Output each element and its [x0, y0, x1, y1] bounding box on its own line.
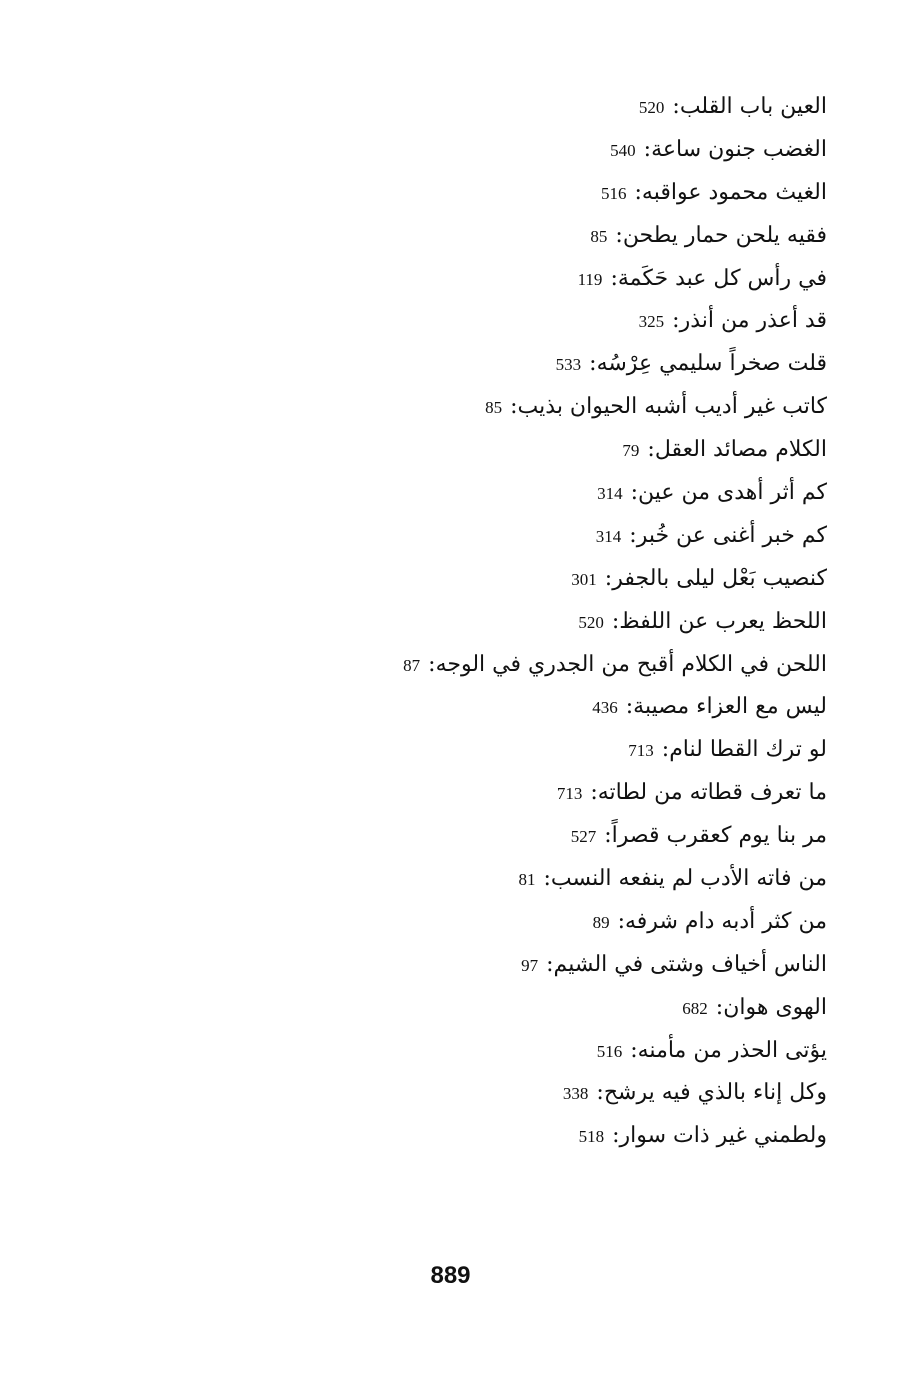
index-entry	[307, 772, 827, 815]
index-entry	[307, 644, 827, 687]
entry-text: من كثر أدبه دام شرفه	[625, 908, 827, 934]
index-entry	[307, 429, 827, 472]
entry-separator: :	[661, 737, 670, 763]
index-entry	[307, 558, 827, 601]
entry-page-number: 325	[638, 312, 665, 332]
entry-text: لو ترك القطا لنام	[669, 737, 827, 763]
entry-text: الكلام مصائد العقل	[654, 437, 827, 463]
entry-page-number: 119	[577, 269, 603, 289]
entry-text: ولطمني غير ذات سوار	[619, 1123, 827, 1149]
entry-page-number: 527	[570, 827, 597, 847]
entry-text: الغيث محمود عواقبه	[641, 179, 827, 205]
entry-page-number: 516	[601, 183, 627, 203]
index-entry	[307, 815, 827, 858]
entry-separator: :	[546, 951, 554, 977]
index-entry	[307, 472, 827, 515]
index-entry	[307, 258, 827, 301]
index-entry	[307, 601, 827, 644]
index-entry	[307, 944, 827, 987]
entry-page-number: 338	[562, 1084, 589, 1104]
entry-separator: :	[604, 565, 613, 591]
entry-text: اللحن في الكلام أقبح من الجدري في الوجه	[435, 651, 827, 677]
entry-page-number: 713	[556, 784, 583, 804]
entry-text: وكل إناء بالذي فيه يرشح	[603, 1080, 827, 1106]
entry-separator: :	[672, 94, 680, 119]
index-entry	[307, 172, 827, 215]
entry-page-number: 540	[610, 140, 636, 160]
index-entry	[307, 86, 827, 129]
entry-separator: :	[625, 694, 634, 720]
entry-separator: :	[715, 994, 724, 1020]
entry-text: كاتب غير أديب أشبه الحيوان بذيب	[517, 394, 827, 420]
page-number: 889	[430, 1262, 471, 1289]
entry-text: من فاته الأدب لم ينفعه النسب	[550, 866, 827, 892]
entry-separator: :	[510, 394, 518, 420]
entry-text: الهوى هوان	[723, 994, 827, 1020]
entry-text: كم خبر أغنى عن خُبر	[636, 522, 827, 548]
entry-text: قلت صخراً سليمي عِرْسُه	[596, 351, 827, 377]
entry-text: يؤتى الحذر من مأمنه	[637, 1037, 827, 1063]
entry-page-number: 314	[597, 484, 623, 504]
entry-page-number: 79	[622, 441, 640, 461]
entry-separator: :	[629, 522, 637, 548]
entry-text: الناس أخياف وشتى في الشيم	[553, 951, 827, 977]
index-entry	[307, 1115, 827, 1158]
index-entry	[307, 129, 827, 172]
entry-text: ما تعرف قطاته من لطاته	[597, 780, 827, 806]
entry-separator: :	[589, 351, 597, 377]
entry-page-number: 85	[590, 226, 608, 246]
entry-text: كم أثر أهدى من عين	[638, 480, 827, 506]
entry-text: مر بنا يوم كعقرب قصراً	[611, 823, 827, 849]
index-entry	[307, 901, 827, 944]
entry-text: فقيه يلحن حمار يطحن	[622, 222, 827, 248]
entry-separator: :	[604, 823, 612, 849]
entry-page-number: 81	[518, 870, 536, 890]
entry-page-number: 301	[571, 569, 597, 589]
entry-separator: :	[612, 1123, 620, 1149]
entry-page-number: 520	[578, 612, 604, 632]
entry-page-number: 87	[403, 655, 421, 675]
entry-page-number: 516	[596, 1041, 623, 1061]
entry-text: اللحظ يعرب عن اللفظ	[619, 608, 827, 634]
entry-separator: :	[428, 651, 436, 677]
index-entry	[307, 215, 827, 258]
entry-separator: :	[634, 179, 642, 205]
entry-separator: :	[610, 265, 618, 291]
entry-page-number: 85	[485, 398, 503, 418]
index-entry	[307, 515, 827, 558]
entry-page-number: 682	[682, 998, 708, 1018]
entry-text: كنصيب بَعْل ليلى بالجفر	[612, 565, 827, 591]
index-entry	[307, 729, 827, 772]
index-entry	[307, 987, 827, 1030]
entry-page-number: 533	[555, 355, 582, 375]
entry-separator: :	[590, 780, 598, 806]
entry-separator: :	[615, 222, 623, 248]
entry-separator: :	[543, 866, 551, 892]
index-entry	[307, 686, 827, 729]
entry-text: قد أعذر من أنذر	[679, 308, 827, 334]
entry-page-number: 314	[595, 526, 622, 546]
index-entry	[307, 300, 827, 343]
entry-separator: :	[611, 608, 620, 634]
index-entry	[307, 1072, 827, 1115]
index-entry	[307, 343, 827, 386]
index-list	[307, 86, 827, 1158]
index-entry	[307, 386, 827, 429]
entry-text: ليس مع العزاء مصيبة	[633, 694, 827, 720]
entry-page-number: 97	[521, 955, 539, 975]
entry-page-number: 436	[592, 698, 618, 718]
entry-text: في رأس كل عبد حَكَمة	[617, 265, 827, 291]
entry-text: الغضب جنون ساعة	[651, 136, 827, 162]
index-entry	[307, 858, 827, 901]
entry-separator: :	[596, 1080, 604, 1106]
entry-separator: :	[643, 136, 652, 162]
entry-separator: :	[672, 308, 680, 334]
entry-page-number: 713	[628, 741, 654, 761]
entry-page-number: 520	[638, 98, 665, 117]
entry-separator: :	[630, 1037, 638, 1063]
entry-text: العين باب القلب	[679, 94, 827, 119]
entry-separator: :	[630, 480, 638, 506]
index-entry	[307, 1030, 827, 1073]
entry-separator: :	[617, 908, 625, 934]
entry-page-number: 89	[592, 912, 610, 932]
entry-page-number: 518	[578, 1127, 605, 1147]
entry-separator: :	[647, 437, 655, 463]
